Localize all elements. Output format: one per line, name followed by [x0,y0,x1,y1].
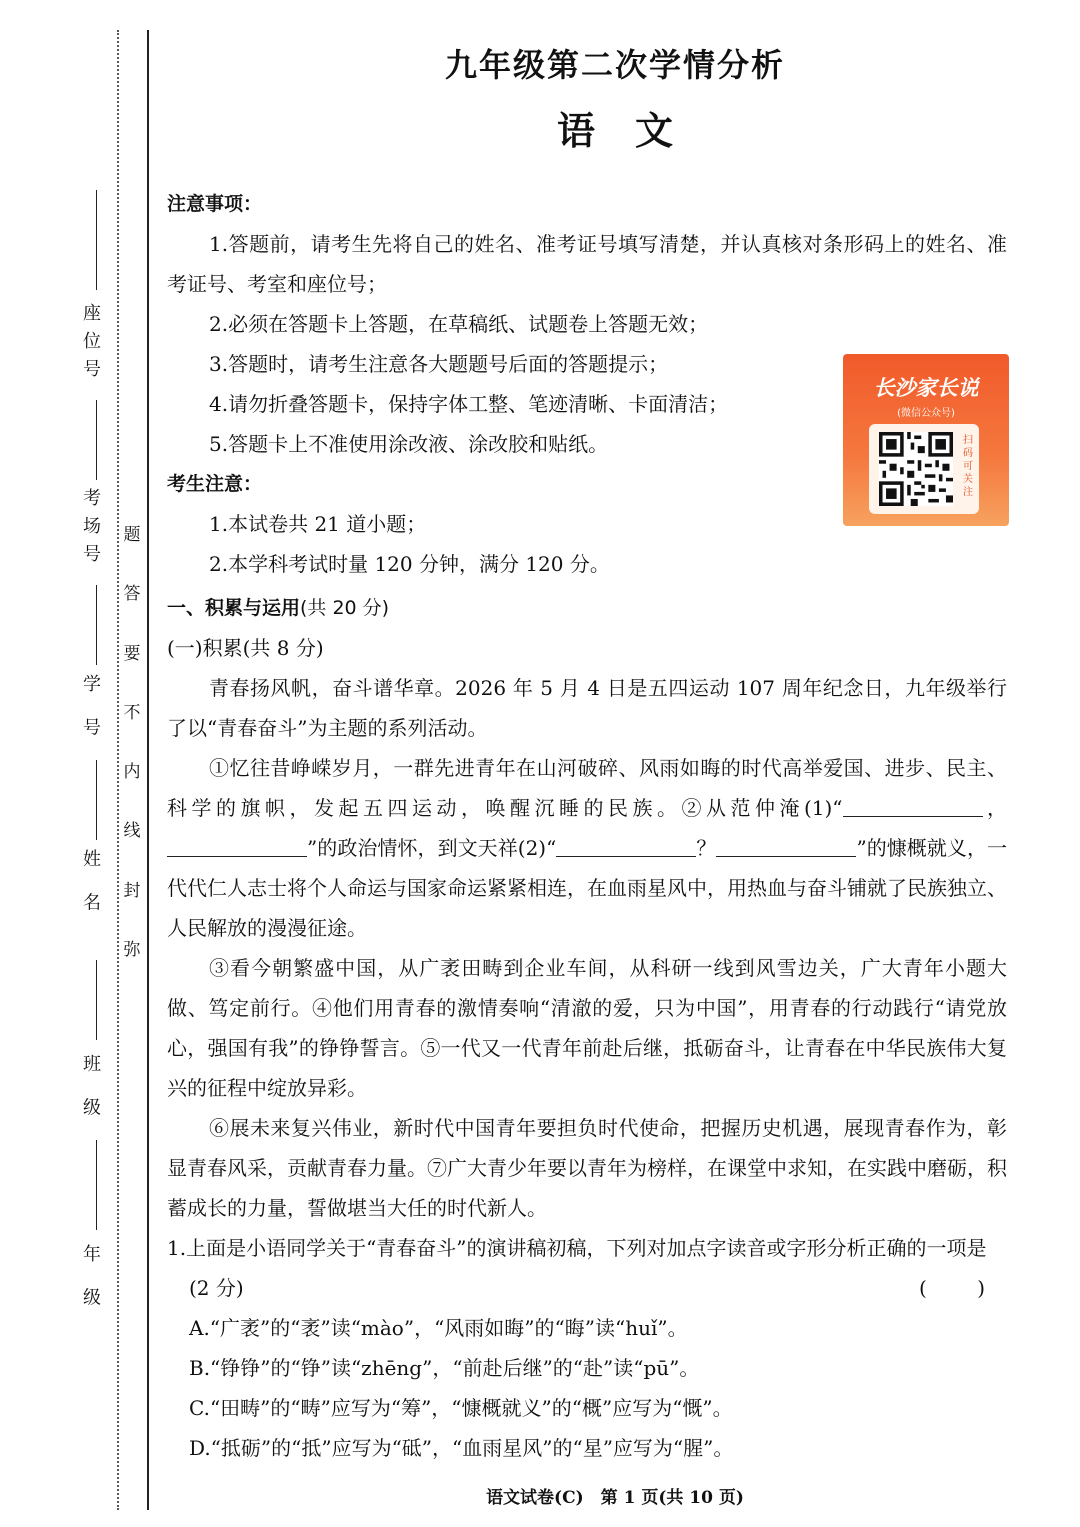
section-points: (共 20 分) [300,597,390,619]
notice-item: 3.答题时，请考生注意各大题题号后面的答题提示； [209,352,669,376]
warning-char: 要 [123,643,141,664]
fill-blank-3[interactable] [556,832,696,857]
promo-scan-text: 扫码可关注 [963,435,973,498]
name-field[interactable] [70,760,110,930]
passage-text: ， [982,796,1007,820]
option-d[interactable]: D.“抵砺”的“抵”应写为“砥”，“血雨星风”的“星”应写为“腥”。 [189,1436,734,1460]
warning-char: 不 [123,702,141,723]
warning-char: 答 [123,584,141,605]
page-footer: 语文试卷(C) 第 1 页(共 10 页) [486,1488,744,1508]
grade-blank[interactable] [96,1140,97,1230]
fill-blank-1[interactable] [843,792,983,817]
question-1-stem [167,1228,1007,1308]
class-field[interactable] [70,960,110,1140]
candidate-item: 1.本试卷共 21 道小题； [209,512,427,536]
passage-text: ”的政治情怀，到文天祥(2)“ [307,836,557,860]
grade-label: 年 级 [80,1244,101,1316]
class-blank[interactable] [96,960,97,1040]
question-1 [167,1228,1007,1468]
subsection-heading: (一)积累(共 8 分) [167,636,324,660]
exam-room-label: 考场号 [80,488,101,572]
passage-paragraph-3: ⑥展未来复兴伟业，新时代中国青年要担负时代使命，把握历史机遇，展现青春作为，彰显青春风采，贡献青春力量。⑦广大青少年要以青年为榜样，在课堂中求知，在实践中磨砺，积蓄成长的力量，誓做堪当大任的时代新人。 [167,1116,1007,1220]
exam-content [167,184,1007,1468]
notice-item: 4.请勿折叠答题卡，保持字体工整、笔迹清晰、卡面清洁； [209,392,729,416]
exam-subject: 语文 [556,108,713,153]
seat-number-label: 座位号 [80,303,101,387]
exam-room-blank[interactable] [96,400,97,480]
passage-text: ①忆往昔峥嵘岁月，一群先进青年在山河破碎、风雨如晦的时代高举爱国、进步、民主、科学的旗帜，发起五四运动，唤醒沉睡的民族。②从范仲淹(1)“ [167,756,1007,820]
student-id-field[interactable] [70,585,110,755]
promo-sub: (微信公众号) [897,408,955,419]
grade-field[interactable] [70,1140,110,1340]
passage-intro: 青春扬风帆，奋斗谱华章。2026 年 5 月 4 日是五四运动 107 周年纪念日，九年级举行了以“青春奋斗”为主题的系列活动。 [167,676,1007,740]
candidate-heading: 考生注意： [167,473,263,495]
warning-char: 题 [123,525,141,545]
class-label: 班 级 [80,1054,101,1126]
warning-char: 弥 [123,939,141,960]
candidate-item: 2.本学科考试时量 120 分钟，满分 120 分。 [209,552,610,576]
student-id-blank[interactable] [96,585,97,665]
option-c[interactable]: C.“田畴”的“畴”应写为“筹”，“慷概就义”的“概”应写为“慨”。 [189,1396,733,1420]
exam-room-field[interactable] [70,400,110,580]
notice-item: 2.必须在答题卡上答题，在草稿纸、试题卷上答题无效； [209,312,709,336]
notice-item: 1.答题前，请考生先将自己的姓名、准考证号填写清楚，并认真核对条形码上的姓名、准考证号、考室和座位号； [167,232,1007,296]
passage-text: ”的慷概就义，一代代仁人志士将个人命运与国家命运紧紧相连，在血雨星风中，用热血与奋斗铺就了民族独立、人民解放的漫漫征途。 [167,836,1008,940]
exam-title: 九年级第二次学情分析 [444,46,785,84]
seat-number-field[interactable] [70,190,110,390]
fill-blank-4[interactable] [716,832,856,857]
seat-number-blank[interactable] [96,190,97,290]
name-label: 姓 名 [80,849,101,921]
section-heading [167,588,1007,628]
option-a[interactable]: A.“广袤”的“袤”读“mào”，“风雨如晦”的“晦”读“huǐ”。 [189,1316,688,1340]
binding-line [147,30,149,1510]
passage-paragraph-2: ③看今朝繁盛中国，从广袤田畴到企业车间，从科研一线到风雪边关，广大青年小题大做、笃定前行。④他们用青春的激情奏响“清澈的爱，只为中国”，用青春的行动践行“请党放心，强国有我”的铮铮誓言。⑤一代又一代青年前赴后继，抵砺奋斗，让青春在中华民族伟大复兴的征程中绽放异彩。 [167,956,1007,1100]
passage-paragraph-1 [167,748,1007,948]
warning-char: 封 [123,880,141,901]
warning-char: 线 [123,821,141,842]
section-title: 一、积累与运用 [167,597,301,619]
name-blank[interactable] [96,760,97,840]
promo-brand: 长沙家长说 [873,376,979,400]
notice-item: 5.答题卡上不准使用涂改液、涂改胶和贴纸。 [209,432,609,456]
passage-text: ？ [696,836,717,860]
option-b[interactable]: B.“铮铮”的“铮”读“zhēng”，“前赴后继”的“赴”读“pū”。 [189,1356,700,1380]
fill-blank-2[interactable] [167,832,307,857]
question-1-text: 1.上面是小语同学关于“青春奋斗”的演讲稿初稿，下列对加点字读音或字形分析正确的一项是(2 分) [167,1236,987,1300]
warning-char: 内 [123,762,141,783]
no-answer-warning [118,520,146,960]
notice-heading: 注意事项： [167,193,263,215]
student-id-label: 学 号 [80,674,101,746]
answer-paren[interactable]: ( ) [919,1276,1007,1300]
binding-margin [0,0,150,1527]
